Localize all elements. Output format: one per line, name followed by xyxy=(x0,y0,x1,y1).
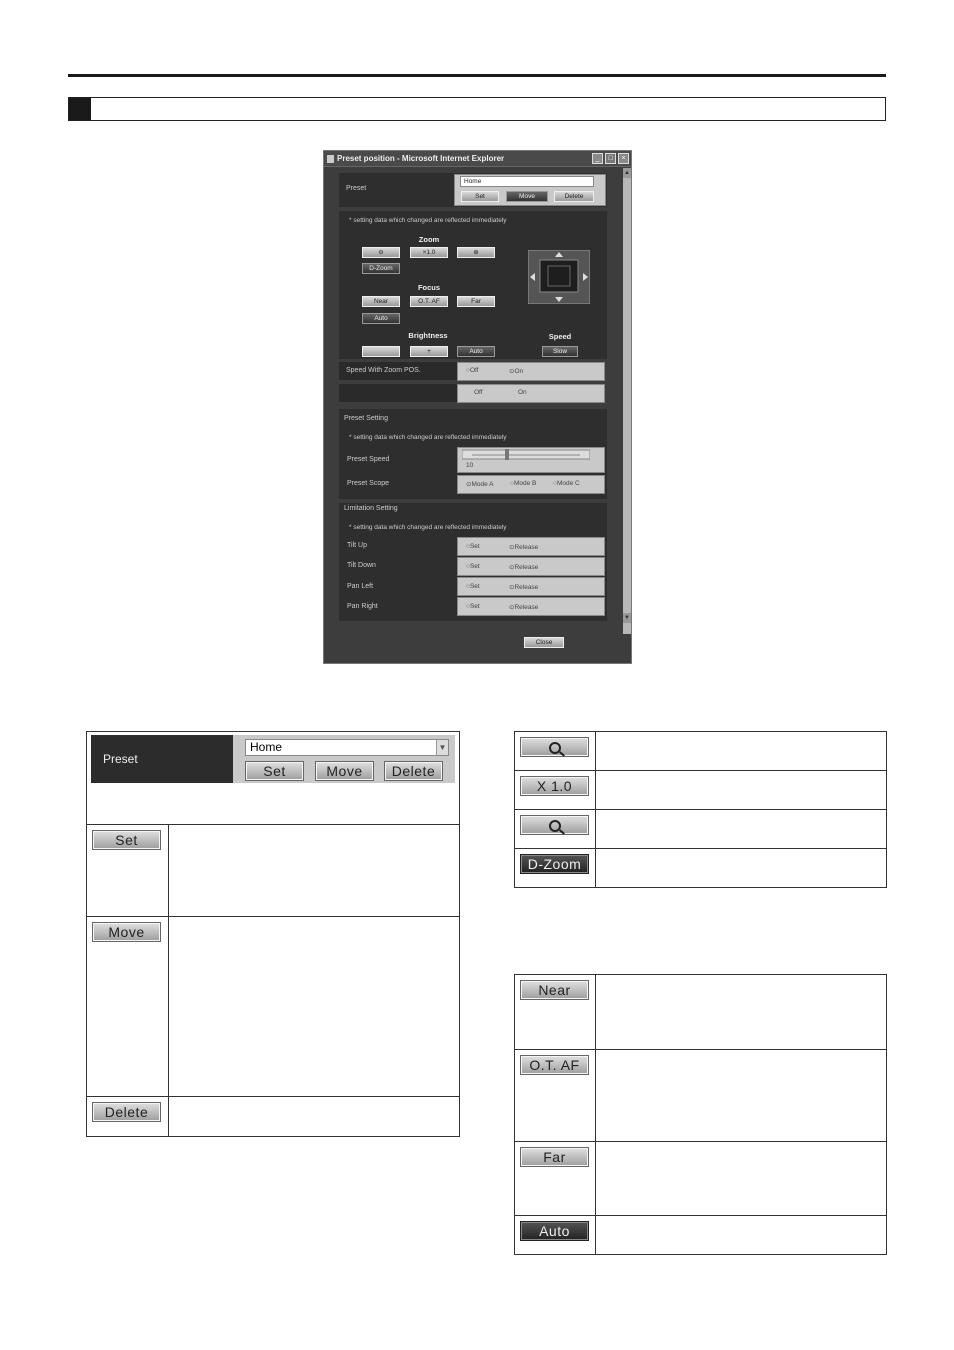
note-text: * setting data which changed are reflected immediately xyxy=(349,217,507,224)
d-zoom-button[interactable]: D-Zoom xyxy=(362,263,400,274)
move-icon-cell xyxy=(87,917,169,1097)
focus-adjust-on[interactable]: On xyxy=(518,389,527,396)
far-icon-cell xyxy=(515,1142,596,1216)
pan-left-set-label: Set xyxy=(469,583,480,590)
set-button-sample[interactable]: Set xyxy=(92,830,161,850)
zoom-out-icon-cell xyxy=(515,732,596,771)
tilt-up-release-label: Release xyxy=(514,544,539,551)
near-button[interactable]: Near xyxy=(362,296,400,307)
tilt-up-set-radio[interactable]: ○Set xyxy=(466,543,480,550)
zoom-in-description-cell xyxy=(596,810,887,849)
mode-b-radio[interactable]: ○Mode B xyxy=(510,480,537,487)
tilt-down-set-radio[interactable]: ○Set xyxy=(466,563,480,570)
tilt-down-set-label: Set xyxy=(469,563,480,570)
far-button[interactable]: Far xyxy=(457,296,495,307)
limitation-heading: Limitation Setting xyxy=(344,505,398,512)
preset-setting-note: * setting data which changed are reflected immediately xyxy=(349,434,507,441)
section-header-bar xyxy=(68,97,886,121)
mode-a-radio[interactable]: ⊙Mode A xyxy=(466,481,494,488)
tilt-up-set-label: Set xyxy=(469,543,480,550)
chevron-down-icon: ▼ xyxy=(436,740,448,755)
move-button[interactable]: Move xyxy=(506,191,548,202)
d-zoom-description-cell xyxy=(596,849,887,888)
preset-speed-value: 10 xyxy=(466,462,474,469)
preview-move-button[interactable]: Move xyxy=(315,761,374,781)
auto-description-cell xyxy=(596,1216,887,1255)
focus-heading: Focus xyxy=(417,283,441,292)
window-close-button[interactable]: Close xyxy=(524,637,564,648)
scroll-down-icon[interactable]: ▼ xyxy=(624,615,630,621)
near-description-cell xyxy=(596,975,887,1050)
pan-left-release-radio[interactable]: ⊙Release xyxy=(509,584,539,591)
otaf-button-sample[interactable]: O.T. AF xyxy=(520,1055,589,1075)
delete-button-sample[interactable]: Delete xyxy=(92,1102,161,1122)
speed-slow-button[interactable]: Slow xyxy=(542,346,578,357)
tilt-down-release-label: Release xyxy=(514,564,539,571)
preset-speed-slider[interactable] xyxy=(462,449,590,461)
zoom-heading: Zoom xyxy=(418,235,440,244)
preset-speed-label: Preset Speed xyxy=(347,456,390,463)
zoom-x1-button[interactable]: ×1.0 xyxy=(410,247,448,258)
near-icon-cell xyxy=(515,975,596,1050)
d-zoom-icon-cell xyxy=(515,849,596,888)
tilt-down-label: Tilt Down xyxy=(347,562,376,569)
preset-preview xyxy=(91,735,455,783)
brightness-auto-button[interactable]: Auto xyxy=(457,346,495,357)
pan-right-set-radio[interactable]: ○Set xyxy=(466,603,480,610)
speed-zoom-on-radio[interactable]: ⊙On xyxy=(509,368,524,375)
scroll-up-icon[interactable]: ▲ xyxy=(624,170,630,176)
auto-icon-cell xyxy=(515,1216,596,1255)
preset-select[interactable]: Home xyxy=(460,176,594,187)
zoom-table xyxy=(514,731,887,888)
window-titlebar xyxy=(324,151,631,167)
preset-position-window xyxy=(323,150,632,664)
set-icon-cell xyxy=(87,825,169,917)
move-description-cell xyxy=(169,917,460,1097)
close-icon[interactable]: × xyxy=(618,153,629,164)
mode-b-label: Mode B xyxy=(513,480,537,487)
pan-left-release-label: Release xyxy=(514,584,539,591)
preset-setting-heading: Preset Setting xyxy=(344,415,388,422)
zoom-in-button-sample[interactable] xyxy=(520,815,589,835)
pan-right-release-label: Release xyxy=(514,604,539,611)
delete-icon-cell xyxy=(87,1097,169,1137)
speed-zoom-label: Speed With Zoom POS. xyxy=(346,367,421,374)
preset-preview-select[interactable] xyxy=(245,739,449,756)
tilt-up-release-radio[interactable]: ⊙Release xyxy=(509,544,539,551)
preset-preview-cell xyxy=(87,732,460,825)
preset-scope-label: Preset Scope xyxy=(347,480,390,487)
brightness-minus-button[interactable] xyxy=(362,346,400,357)
otaf-description-cell xyxy=(596,1050,887,1142)
speed-zoom-field xyxy=(457,362,605,381)
far-button-sample[interactable]: Far xyxy=(520,1147,589,1167)
mode-a-label: Mode A xyxy=(471,481,494,488)
zoom-out-button[interactable]: ⊖ xyxy=(362,247,400,258)
mode-c-radio[interactable]: ○Mode C xyxy=(553,480,580,487)
auto-button-sample[interactable]: Auto xyxy=(520,1221,589,1241)
pan-left-label: Pan Left xyxy=(347,583,374,590)
preset-preview-label: Preset xyxy=(91,735,233,783)
limitation-note: * setting data which changed are reflected immediately xyxy=(349,524,507,531)
tilt-down-release-radio[interactable]: ⊙Release xyxy=(509,564,539,571)
delete-button[interactable]: Delete xyxy=(554,191,594,202)
section-marker xyxy=(69,98,91,120)
scrollbar[interactable] xyxy=(623,168,631,634)
delete-description-cell xyxy=(169,1097,460,1137)
zoom-in-button[interactable]: ⊕ xyxy=(457,247,495,258)
mode-c-label: Mode C xyxy=(556,480,580,487)
far-description-cell xyxy=(596,1142,887,1216)
pan-right-label: Pan Right xyxy=(347,603,378,610)
pan-right-release-radio[interactable]: ⊙Release xyxy=(509,604,539,611)
preview-delete-button[interactable]: Delete xyxy=(384,761,443,781)
speed-zoom-off-radio[interactable]: ○Off xyxy=(466,367,479,374)
brightness-heading: Brightness xyxy=(408,331,448,340)
zoom-x1-button-sample[interactable]: X 1.0 xyxy=(520,776,589,796)
preset-table xyxy=(86,731,460,1137)
focus-adjust-row xyxy=(339,384,472,402)
d-zoom-button-sample[interactable]: D-Zoom xyxy=(520,854,589,874)
speed-heading: Speed xyxy=(548,332,572,341)
zoom-out-icon xyxy=(549,742,561,754)
maximize-icon[interactable]: □ xyxy=(605,153,616,164)
otaf-icon-cell xyxy=(515,1050,596,1142)
zoom-out-description-cell xyxy=(596,732,887,771)
window-title: Preset position - Microsoft Internet Explorer xyxy=(337,154,505,163)
set-button[interactable]: Set xyxy=(461,191,499,202)
zoom-in-icon xyxy=(549,820,561,832)
speed-zoom-on-label: On xyxy=(514,368,524,375)
pan-tilt-pad[interactable] xyxy=(528,250,590,304)
move-button-sample[interactable]: Move xyxy=(92,922,161,942)
preview-set-button[interactable]: Set xyxy=(245,761,304,781)
otaf-button[interactable]: O.T. AF xyxy=(410,296,448,307)
focus-adjust-off[interactable]: Off xyxy=(474,389,483,396)
zoom-in-icon-cell xyxy=(515,810,596,849)
top-rule xyxy=(68,74,886,77)
near-button-sample[interactable]: Near xyxy=(520,980,589,1000)
zoom-out-button-sample[interactable] xyxy=(520,737,589,757)
zoom-x1-icon-cell xyxy=(515,771,596,810)
ie-icon xyxy=(327,155,334,163)
speed-zoom-off-label: Off xyxy=(469,367,479,374)
preset-preview-value: Home xyxy=(250,740,283,754)
minimize-icon[interactable]: _ xyxy=(592,153,603,164)
set-description-cell xyxy=(169,825,460,917)
zoom-x1-description-cell xyxy=(596,771,887,810)
brightness-plus-button[interactable]: + xyxy=(410,346,448,357)
pan-left-set-radio[interactable]: ○Set xyxy=(466,583,480,590)
preset-label: Preset xyxy=(346,185,367,192)
pan-right-set-label: Set xyxy=(469,603,480,610)
tilt-up-label: Tilt Up xyxy=(347,542,367,549)
focus-table xyxy=(514,974,887,1255)
focus-auto-button[interactable]: Auto xyxy=(362,313,400,324)
